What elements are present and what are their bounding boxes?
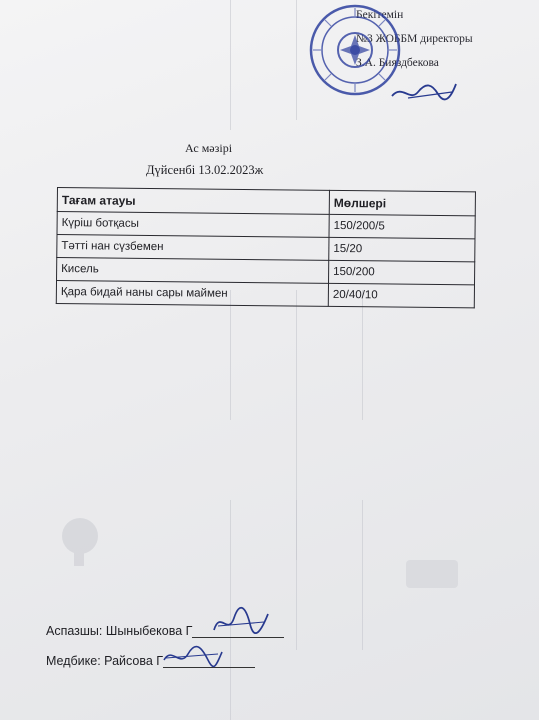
approval-name: З.А. Бияздбекова — [356, 57, 439, 69]
menu-title: Ас мәзірі — [185, 141, 233, 155]
column-header-dish: Тағам атауы — [57, 188, 329, 215]
dish-name: Кисель — [57, 258, 329, 284]
bleed-through-line — [230, 290, 231, 420]
dish-amount: 150/200/5 — [329, 214, 475, 239]
table-row — [56, 281, 474, 308]
bleed-through-line — [362, 500, 363, 650]
dish-amount: 20/40/10 — [328, 283, 474, 308]
approval-title: Бекітемін — [356, 9, 404, 21]
cook-signature — [210, 606, 272, 640]
cook-label: Аспазшы: Шыныбекова Г — [46, 624, 193, 638]
bleed-through-icon — [404, 556, 460, 592]
menu-table — [56, 187, 476, 308]
dish-name: Қара бидай наны сары маймен — [56, 281, 328, 307]
bleed-through-line — [362, 290, 363, 420]
approval-position: №3 ЖОББМ директоры — [356, 33, 473, 45]
nurse-label: Медбике: Райсова Г — [46, 654, 164, 668]
bleed-through-line — [296, 500, 297, 650]
column-header-amount: Мөлшері — [329, 190, 475, 216]
dish-amount: 150/200 — [329, 260, 475, 285]
bleed-through-icon — [50, 508, 110, 568]
bleed-through-line — [230, 0, 231, 130]
dish-amount: 15/20 — [329, 237, 475, 262]
dish-name: Күріш ботқасы — [57, 212, 329, 238]
nurse-signature — [160, 642, 224, 672]
menu-date: Дүйсенбі 13.02.2023ж — [146, 163, 264, 177]
bleed-through-line — [296, 0, 297, 120]
dish-name: Тәтті нан сүзбемен — [57, 235, 329, 261]
director-signature — [388, 78, 460, 106]
